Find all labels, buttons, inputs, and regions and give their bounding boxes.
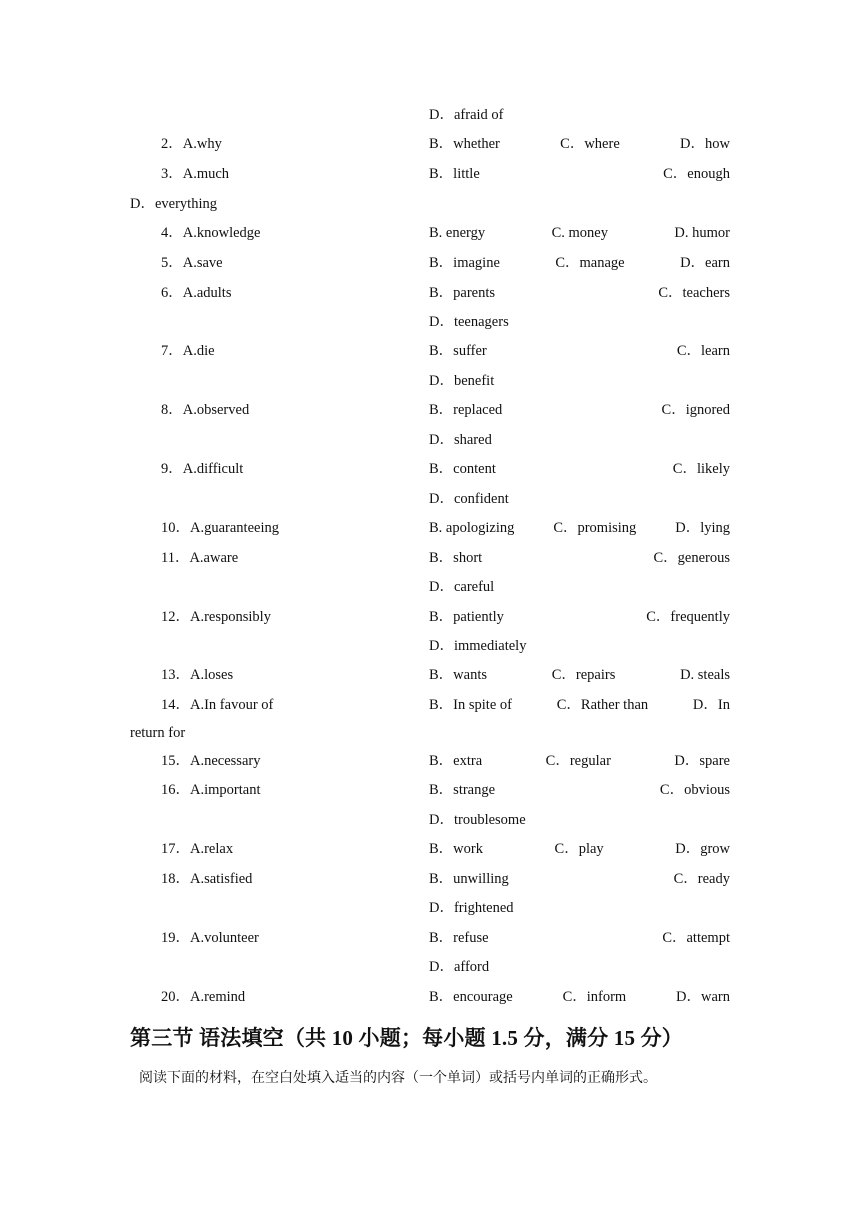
option-3-d: D．everything [130,196,217,212]
option-13-a: 13．A.loses [161,667,234,683]
option-17-c: C．play [554,841,604,857]
option-6-c: C．teachers [658,285,730,301]
option-7-c: C．learn [676,343,730,359]
option-16-b: B．strange [429,782,496,798]
option-15-c: C．regular [545,753,611,769]
option-7-b: B．suffer [429,343,487,359]
option-6-a: 6．A.adults [161,285,232,301]
option-10-d: D．lying [675,520,730,536]
option-20-c: C．inform [562,989,627,1005]
option-13-b: B．wants [429,667,487,683]
option-15-b: B．extra [429,753,483,769]
option-10-b: B. apologizing [429,520,515,536]
option-8-a: 8．A.observed [161,402,250,418]
option-17-d: D．grow [675,841,730,857]
options-row-6 [429,286,730,301]
option-11-d: D．careful [429,579,495,595]
options-row-17 [429,842,730,857]
option-10-a: 10．A.guaranteeing [161,520,279,536]
options-row-20 [429,990,730,1005]
option-19-c: C．attempt [662,930,730,946]
options-row-5 [429,256,730,271]
option-6-d: D．teenagers [429,314,509,330]
option-3-b: B．little [429,166,480,182]
option-17-a: 17．A.relax [161,841,234,857]
option-7-d: D．benefit [429,373,495,389]
option-4-d: D. humor [674,225,730,241]
option-16-d: D．troublesome [429,812,526,828]
option-9-b: B．content [429,461,496,477]
option-15-d: D．spare [674,753,730,769]
option-4-c: C. money [551,225,608,241]
option-14-d: D．In [692,697,730,713]
option-1-d: D．afraid of [429,107,504,123]
section-heading: 第三节 语法填空（共 10 小题；每小题 1.5 分，满分 15 分） [130,1026,683,1050]
option-9-c: C．likely [672,461,730,477]
options-row-4 [429,226,730,241]
option-5-b: B．imagine [429,255,500,271]
option-4-a: 4．A.knowledge [161,225,261,241]
option-5-c: C．manage [555,255,625,271]
option-3-c: C．enough [663,166,730,182]
option-12-d: D．immediately [429,638,527,654]
option-3-a: 3．A.much [161,166,230,182]
option-19-a: 19．A.volunteer [161,930,259,946]
option-9-a: 9．A.difficult [161,461,244,477]
option-16-c: C．obvious [659,782,730,798]
option-12-b: B．patiently [429,609,504,625]
options-row-18 [429,872,730,887]
option-7-a: 7．A.die [161,343,215,359]
option-10-c: C．promising [553,520,637,536]
option-8-c: C．ignored [661,402,730,418]
option-18-c: C．ready [673,871,730,887]
option-11-c: C．generous [653,550,730,566]
option-19-d: D．afford [429,959,490,975]
section-instruction: 阅读下面的材料，在空白处填入适当的内容（一个单词）或括号内单词的正确形式。 [139,1070,657,1086]
option-20-a: 20．A.remind [161,989,246,1005]
options-row-3 [429,167,730,182]
option-2-c: C．where [560,136,620,152]
option-14-a: 14．A.In favour of [161,697,274,713]
option-19-b: B．refuse [429,930,489,946]
option-18-d: D．frightened [429,900,514,916]
options-row-9 [429,462,730,477]
option-5-a: 5．A.save [161,255,223,271]
option-12-a: 12．A.responsibly [161,609,271,625]
option-15-a: 15．A.necessary [161,753,261,769]
options-row-12 [429,610,730,625]
options-row-13 [429,668,730,683]
option-8-b: B．replaced [429,402,503,418]
options-row-16 [429,783,730,798]
option-13-c: C．repairs [551,667,616,683]
option-6-b: B．parents [429,285,496,301]
option-20-b: B．encourage [429,989,513,1005]
option-11-a: 11．A.aware [161,550,239,566]
option-2-a: 2．A.why [161,136,222,152]
option-2-b: B．whether [429,136,500,152]
options-row-11 [429,551,730,566]
option-11-b: B．short [429,550,483,566]
option-5-d: D．earn [680,255,730,271]
options-row-7 [429,344,730,359]
options-row-14 [429,698,730,713]
option-4-b: B. energy [429,225,486,241]
option-14-a-continued: return for [130,725,186,741]
option-13-d: D. steals [680,667,730,683]
option-16-a: 16．A.important [161,782,261,798]
option-14-c: C．Rather than [556,697,649,713]
option-9-d: D．confident [429,491,509,507]
option-17-b: B．work [429,841,483,857]
options-row-2 [429,137,730,152]
options-row-15 [429,754,730,769]
option-18-a: 18．A.satisfied [161,871,253,887]
options-row-19 [429,931,730,946]
option-2-d: D．how [680,136,730,152]
option-18-b: B．unwilling [429,871,509,887]
option-14-b: B．In spite of [429,697,512,713]
option-20-d: D．warn [676,989,730,1005]
option-12-c: C．frequently [646,609,730,625]
options-row-10 [429,521,730,536]
options-row-8 [429,403,730,418]
option-8-d: D．shared [429,432,492,448]
